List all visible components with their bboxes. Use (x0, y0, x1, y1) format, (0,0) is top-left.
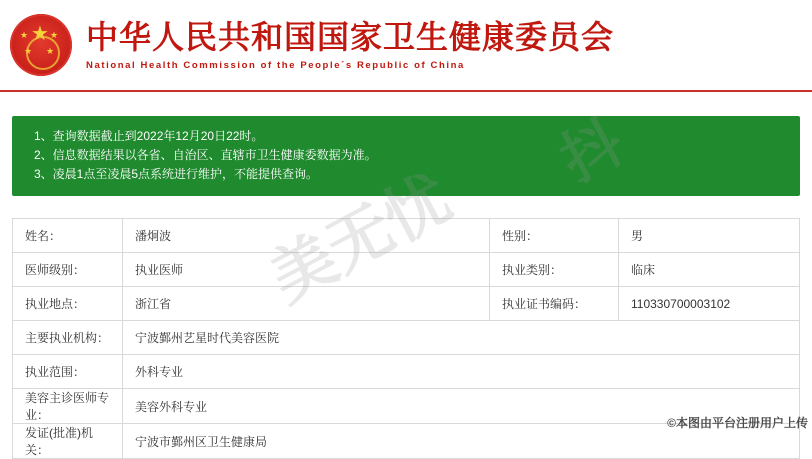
site-title-en: National Health Commission of the People´s Republic of China (86, 60, 465, 72)
table-row (13, 253, 799, 287)
row-label-cosmetic-specialty: 美容主诊医师专业： (13, 389, 123, 423)
notice-line-2: 2、信息数据结果以各省、自治区、直辖市卫生健康委数据为准。 (34, 148, 377, 162)
table-row (13, 355, 799, 389)
row-value-cosmetic-specialty: 美容外科专业 (135, 399, 208, 414)
watermark-left: 美无忧 (259, 162, 463, 316)
row-label-main-institution: 主要执业机构： (13, 321, 123, 354)
row-value-issuing-authority: 宁波市鄞州区卫生健康局 (135, 434, 268, 449)
emblem-star-small-3: ★ (24, 46, 33, 56)
row-value-doctor-level: 执业医师 (135, 263, 184, 277)
table-row (13, 219, 799, 253)
emblem-star-large: ★ (31, 23, 49, 45)
emblem-gear-icon (26, 36, 60, 70)
emblem-star-small-1: ★ (20, 30, 29, 40)
table-row (13, 287, 799, 321)
watermark-right: 抖 (550, 108, 635, 195)
site-title-cn: 中华人民共和国国家卫生健康委员会 (86, 18, 615, 55)
row-label-name: 姓名： (13, 219, 123, 252)
row-label-doctor-level: 医师级别： (13, 253, 123, 286)
notice-line-1: 1、查询数据截止到2022年12月20日22时。 (34, 129, 264, 143)
row-value-license-number: 110330700003102 (631, 296, 731, 311)
row-value-practice-category: 临床 (631, 263, 656, 277)
notice-banner (12, 116, 800, 196)
notice-line-3: 3、凌晨1点至凌晨5点系统进行维护，不能提供查询。 (34, 167, 319, 181)
page-header (0, 0, 812, 92)
row-value-name: 潘炯波 (135, 229, 172, 243)
row-label-gender: 性别： (489, 219, 619, 252)
row-value-practice-location: 浙江省 (135, 297, 172, 311)
header-title-block (86, 19, 614, 72)
row-label-practice-location: 执业地点： (13, 287, 123, 320)
row-label-practice-scope: 执业范围： (13, 355, 123, 388)
row-label-license-number: 执业证书编码： (489, 287, 619, 320)
emblem-star-small-2: ★ (50, 30, 59, 40)
row-label-issuing-authority: 发证(批准)机关： (13, 424, 123, 458)
footer-copyright-note: ©本图由平台注册用户上传 (667, 416, 808, 430)
china-national-emblem-icon (10, 14, 72, 76)
table-row (13, 321, 799, 355)
row-value-practice-scope: 外科专业 (135, 365, 184, 379)
row-value-main-institution: 宁波鄞州艺星时代美容医院 (135, 331, 280, 345)
row-value-gender: 男 (631, 229, 644, 243)
row-label-practice-category: 执业类别： (489, 253, 619, 286)
emblem-star-small-4: ★ (46, 46, 55, 56)
